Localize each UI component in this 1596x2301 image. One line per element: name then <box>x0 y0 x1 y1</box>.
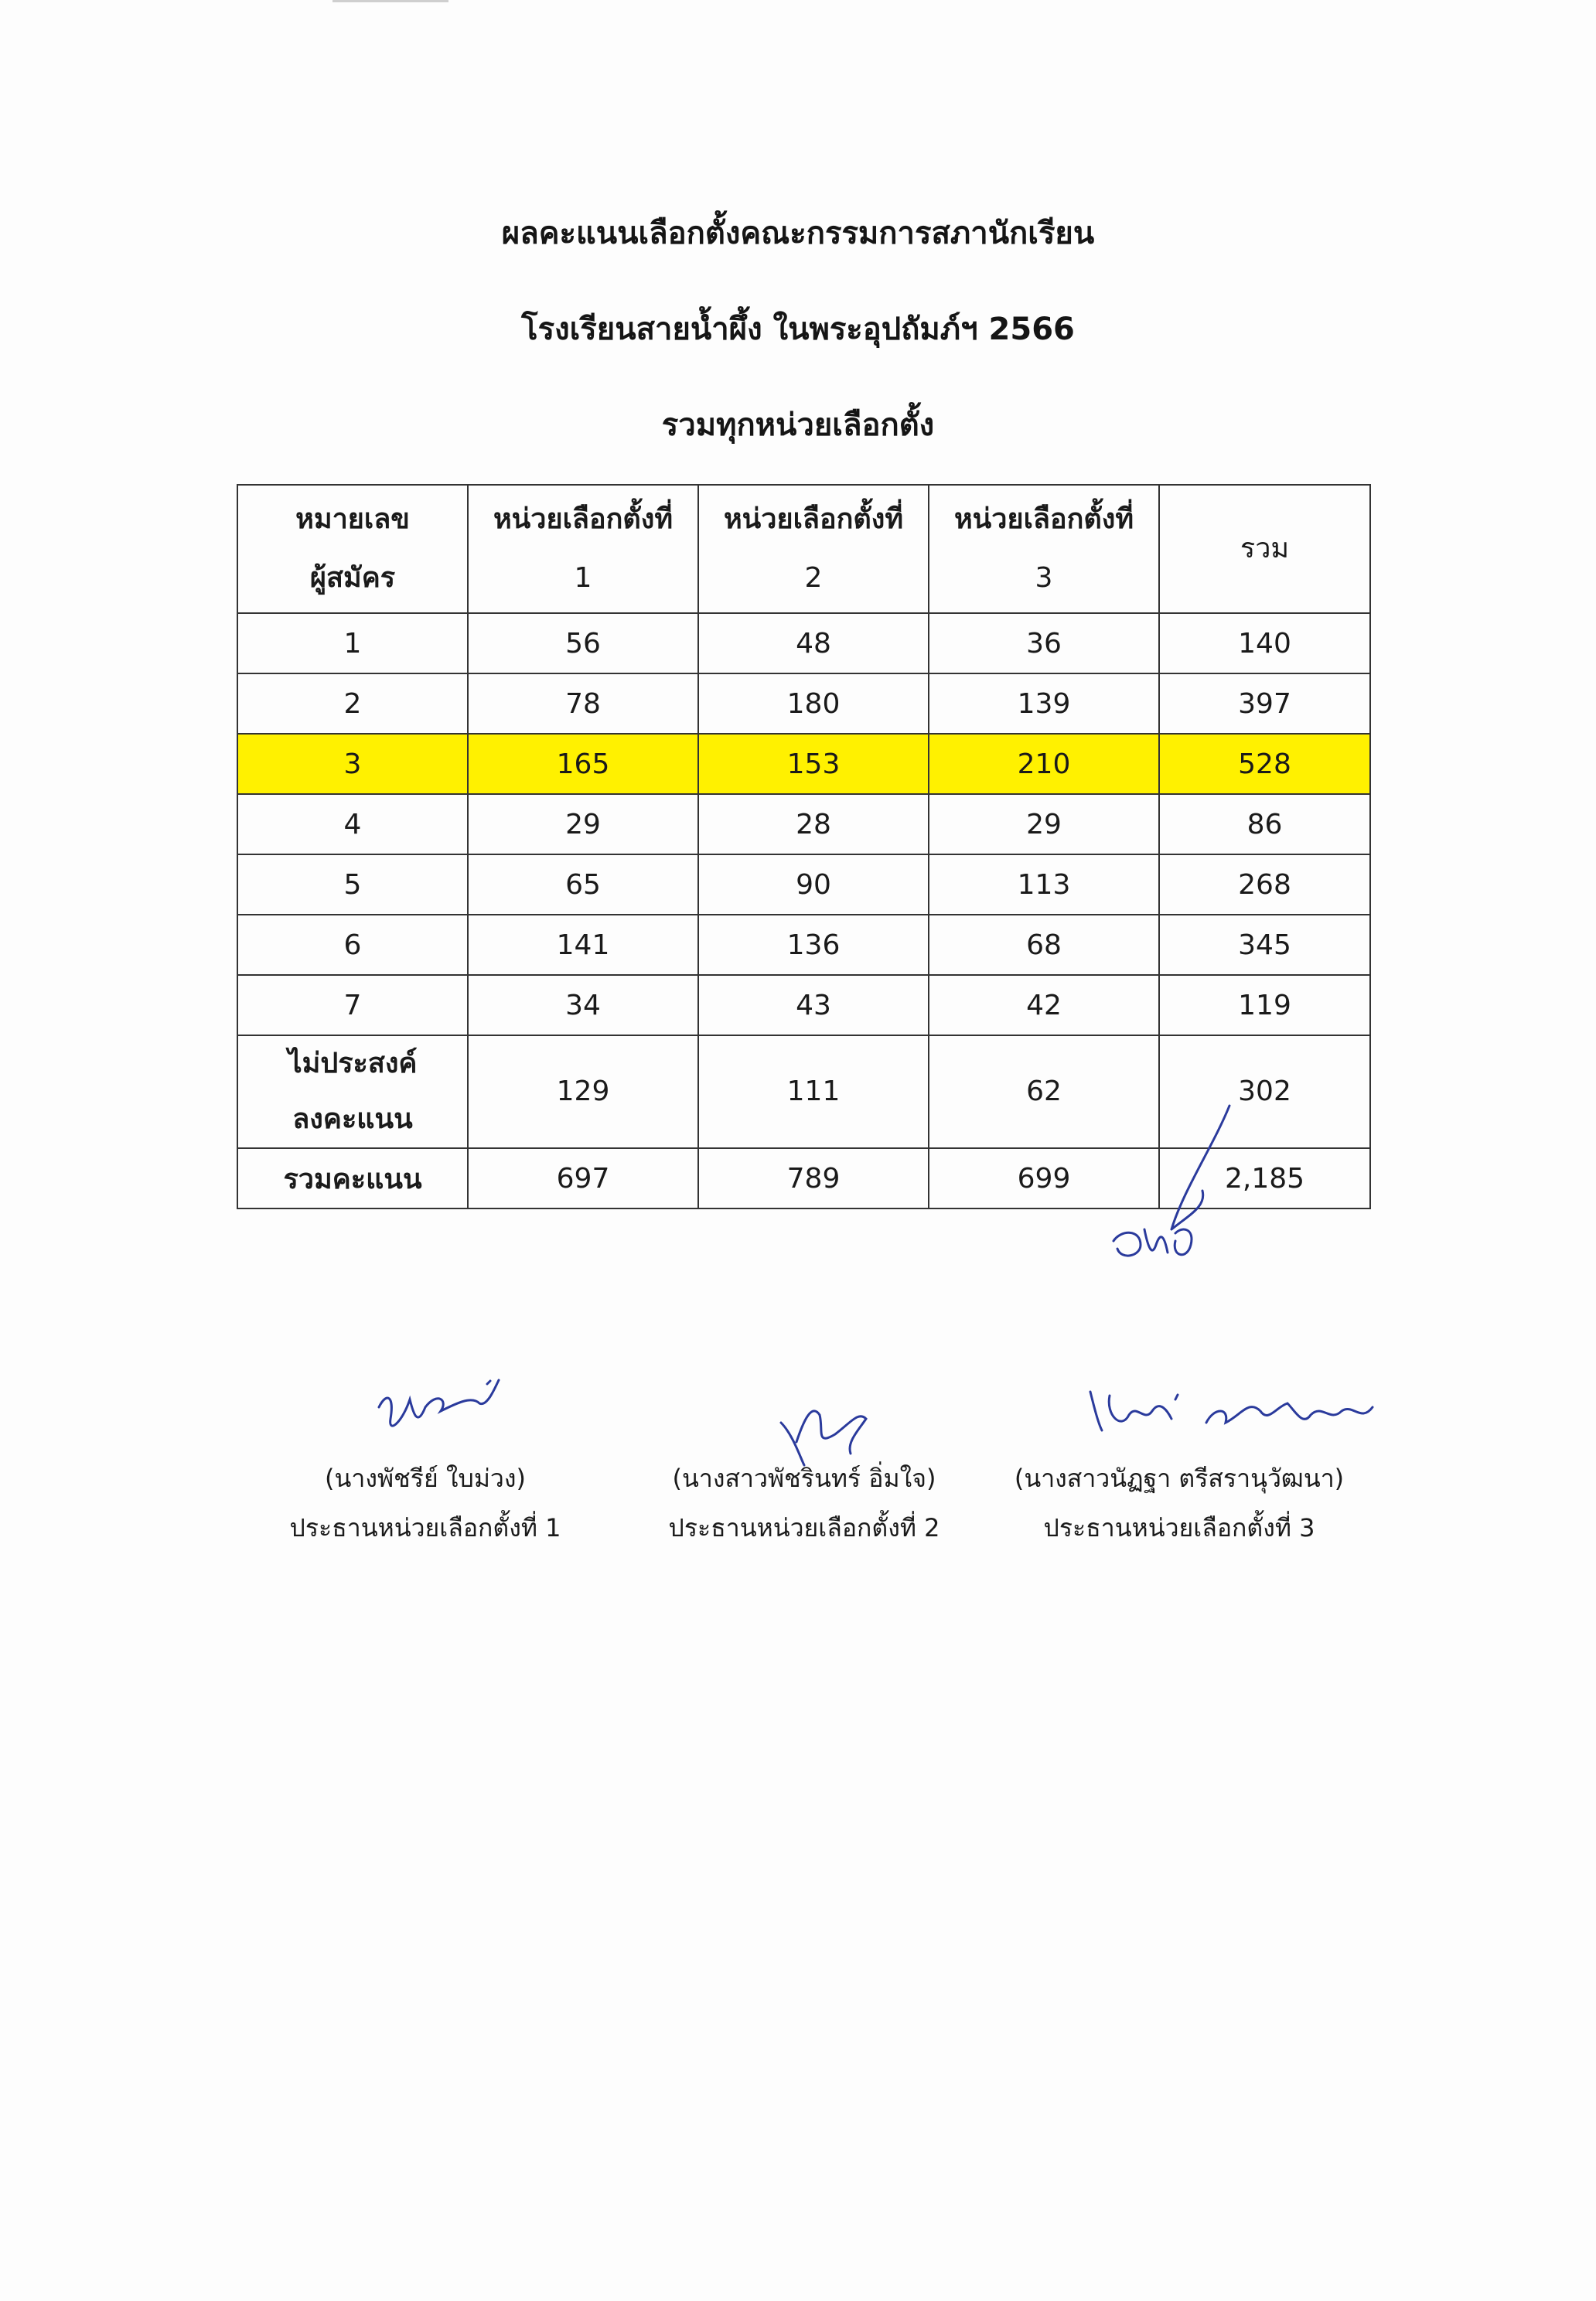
cell-unit-2: 90 <box>698 854 929 915</box>
cell-unit-1: 29 <box>468 794 698 854</box>
cell-unit-2: 789 <box>698 1148 929 1208</box>
cell-unit-2: 136 <box>698 915 929 975</box>
cell-candidate: 2 <box>237 673 468 734</box>
cell-total: 397 <box>1159 673 1370 734</box>
cell-unit-1: 165 <box>468 734 698 794</box>
verifier-initials-signature <box>1098 1098 1253 1268</box>
signatory-3 <box>963 1454 1396 1553</box>
table-row-highlighted <box>237 734 1370 794</box>
header-unit-2 <box>698 485 929 613</box>
header-unit-3-line2: 3 <box>1035 562 1053 594</box>
header-candidate-line2: ผู้สมัคร <box>309 562 396 594</box>
header-total: รวม <box>1159 485 1370 613</box>
table-row <box>237 673 1370 734</box>
cell-unit-3: 29 <box>929 794 1159 854</box>
cell-unit-1: 65 <box>468 854 698 915</box>
table-row <box>237 854 1370 915</box>
cell-unit-1: 129 <box>468 1035 698 1148</box>
signatory-2 <box>588 1454 1021 1553</box>
cell-unit-3: 139 <box>929 673 1159 734</box>
cell-abstain-label <box>237 1035 468 1148</box>
cell-unit-3: 210 <box>929 734 1159 794</box>
table-row <box>237 975 1370 1035</box>
signatory-1-name: (นางพัชรีย์ ใบม่วง) <box>325 1464 526 1493</box>
cell-unit-3: 62 <box>929 1035 1159 1148</box>
cell-unit-2: 180 <box>698 673 929 734</box>
cell-unit-2: 111 <box>698 1035 929 1148</box>
cell-unit-3: 42 <box>929 975 1159 1035</box>
cell-summary-label: รวมคะแนน <box>237 1148 468 1208</box>
cell-total: 528 <box>1159 734 1370 794</box>
abstain-label-line2: ลงคะแนน <box>292 1103 413 1135</box>
header-unit-2-line2: 2 <box>804 562 823 594</box>
signatory-1 <box>209 1454 642 1553</box>
signature-3 <box>1075 1369 1384 1454</box>
header-unit-1-line1: หน่วยเลือกตั้งที่ <box>493 503 674 535</box>
cell-unit-1: 78 <box>468 673 698 734</box>
cell-candidate: 4 <box>237 794 468 854</box>
signatory-2-name: (นางสาวพัชรินทร์ อิ่มใจ) <box>672 1464 936 1493</box>
signatory-2-role: ประธานหน่วยเลือกตั้งที่ 2 <box>668 1513 940 1543</box>
table-header-row <box>237 485 1370 613</box>
header-candidate <box>237 485 468 613</box>
header-candidate-line1: หมายเลข <box>295 503 410 535</box>
title-block <box>0 209 1596 496</box>
title-line-2: โรงเรียนสายน้ำผึ้ง ในพระอุปถัมภ์ฯ 2566 <box>521 312 1075 347</box>
cell-unit-3: 699 <box>929 1148 1159 1208</box>
cell-candidate: 7 <box>237 975 468 1035</box>
cell-total: 302 <box>1159 1035 1370 1148</box>
cell-total: 268 <box>1159 854 1370 915</box>
cell-unit-1: 34 <box>468 975 698 1035</box>
cell-total: 2,185 <box>1159 1148 1370 1208</box>
title-line-3: รวมทุกหน่วยเลือกตั้ง <box>661 407 935 443</box>
title-line-1: ผลคะแนนเลือกตั้งคณะกรรมการสภานักเรียน <box>501 216 1095 251</box>
cell-unit-2: 43 <box>698 975 929 1035</box>
header-unit-1 <box>468 485 698 613</box>
header-unit-1-line2: 1 <box>574 562 592 594</box>
cell-unit-2: 153 <box>698 734 929 794</box>
cell-unit-1: 56 <box>468 613 698 673</box>
cell-total: 345 <box>1159 915 1370 975</box>
cell-candidate: 5 <box>237 854 468 915</box>
cell-total: 119 <box>1159 975 1370 1035</box>
cell-candidate: 6 <box>237 915 468 975</box>
table-row <box>237 613 1370 673</box>
abstain-label-line1: ไม่ประสงค์ <box>288 1048 418 1079</box>
cell-unit-3: 113 <box>929 854 1159 915</box>
cell-unit-1: 141 <box>468 915 698 975</box>
signatory-1-role: ประธานหน่วยเลือกตั้งที่ 1 <box>289 1513 561 1543</box>
cell-total: 140 <box>1159 613 1370 673</box>
scan-edge-mark <box>332 0 448 2</box>
signatory-3-role: ประธานหน่วยเลือกตั้งที่ 3 <box>1043 1513 1315 1543</box>
table-row <box>237 915 1370 975</box>
header-unit-2-line1: หน่วยเลือกตั้งที่ <box>723 503 904 535</box>
cell-unit-1: 697 <box>468 1148 698 1208</box>
cell-unit-3: 68 <box>929 915 1159 975</box>
signature-1 <box>363 1361 518 1446</box>
cell-total: 86 <box>1159 794 1370 854</box>
cell-unit-3: 36 <box>929 613 1159 673</box>
cell-unit-2: 48 <box>698 613 929 673</box>
table-row <box>237 794 1370 854</box>
header-unit-3-line1: หน่วยเลือกตั้งที่ <box>953 503 1134 535</box>
header-unit-3 <box>929 485 1159 613</box>
cell-candidate: 1 <box>237 613 468 673</box>
signatory-3-name: (นางสาวนัฏฐา ตรีสรานุวัฒนา) <box>1014 1464 1345 1493</box>
cell-unit-2: 28 <box>698 794 929 854</box>
cell-candidate: 3 <box>237 734 468 794</box>
